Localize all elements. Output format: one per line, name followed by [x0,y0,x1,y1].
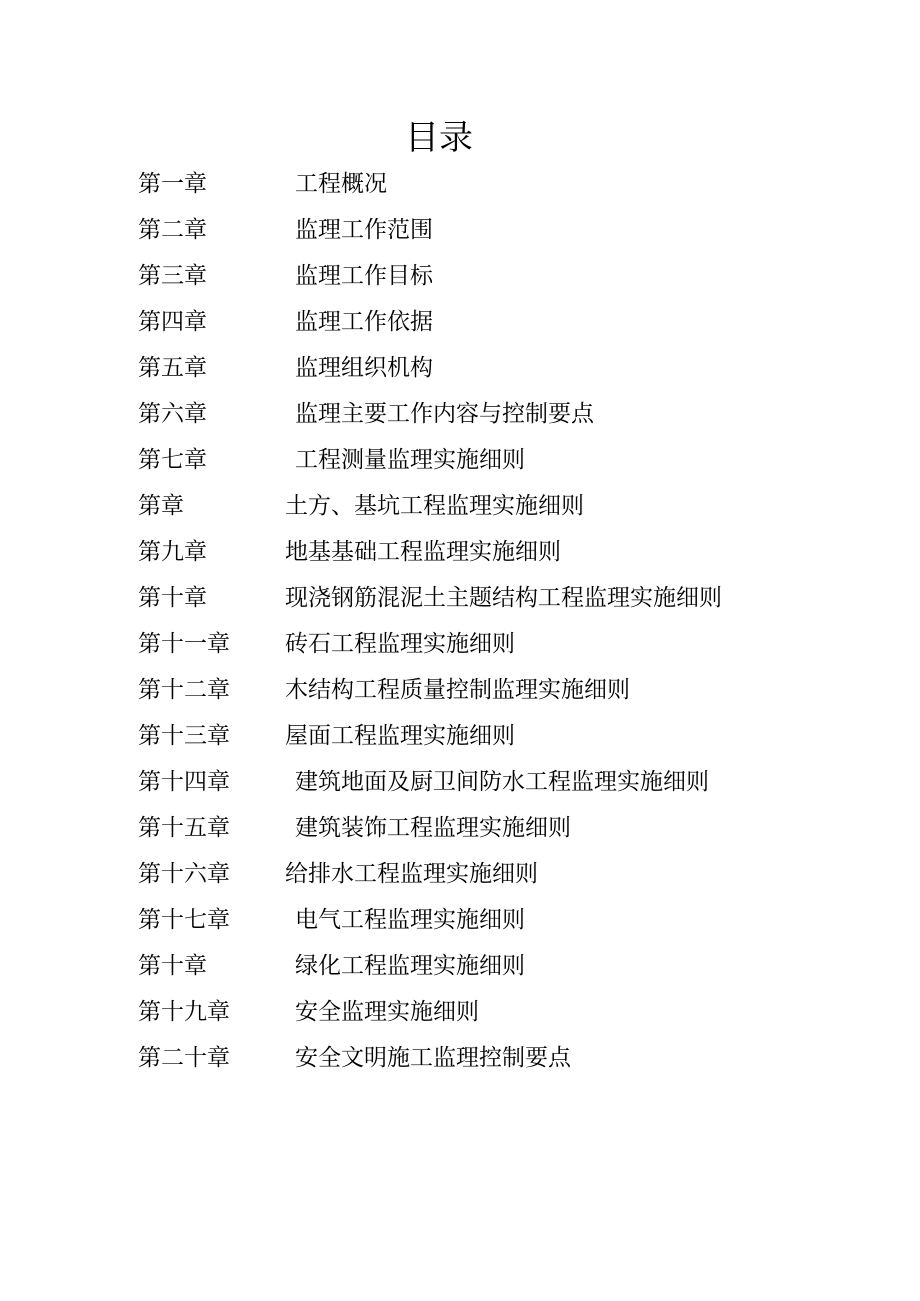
toc-chapter-number: 第六章 [138,401,207,427]
toc-entry [138,529,878,575]
toc-chapter-number: 第三章 [138,263,207,289]
toc-chapter-number: 第十一章 [138,631,230,657]
toc-chapter-title: 地基基础工程监理实施细则 [285,539,561,565]
toc-entry [138,207,878,253]
toc-entry [138,253,878,299]
toc-chapter-title: 监理主要工作内容与控制要点 [295,401,594,427]
toc-entry [138,1035,878,1081]
toc-chapter-number: 第十章 [138,953,207,979]
toc-chapter-number: 第四章 [138,309,207,335]
toc-chapter-number: 第十七章 [138,907,230,933]
toc-chapter-number: 第十六章 [138,861,230,887]
toc-entry [138,897,878,943]
toc-chapter-number: 第一章 [138,171,207,197]
toc-chapter-title: 监理工作目标 [295,263,433,289]
toc-entry [138,391,878,437]
toc-chapter-number: 第二十章 [138,1045,230,1071]
toc-chapter-title: 监理工作依据 [295,309,433,335]
toc-entry [138,575,878,621]
toc-chapter-title: 安全文明施工监理控制要点 [295,1045,571,1071]
toc-chapter-title: 屋面工程监理实施细则 [285,723,515,749]
toc-chapter-number: 第九章 [138,539,207,565]
toc-entry [138,437,878,483]
toc-entry [138,805,878,851]
toc-chapter-title: 电气工程监理实施细则 [295,907,525,933]
toc-entry [138,667,878,713]
toc-chapter-number: 第十二章 [138,677,230,703]
toc-title: 目录 [405,118,473,158]
toc-entry [138,299,878,345]
toc-entry [138,851,878,897]
toc-chapter-title: 工程概况 [295,171,387,197]
toc-chapter-number: 第二章 [138,217,207,243]
toc-entry [138,161,878,207]
toc-chapter-title: 砖石工程监理实施细则 [285,631,515,657]
toc-chapter-title: 现浇钢筋混泥土主题结构工程监理实施细则 [285,585,722,611]
toc-chapter-title: 监理工作范围 [295,217,433,243]
toc-entry [138,345,878,391]
toc-chapter-title: 建筑装饰工程监理实施细则 [295,815,571,841]
toc-chapter-title: 土方、基坑工程监理实施细则 [285,493,584,519]
toc-chapter-number: 第十三章 [138,723,230,749]
toc-entry [138,989,878,1035]
toc-chapter-number: 第十九章 [138,999,230,1025]
toc-list [138,161,878,1081]
toc-chapter-number: 第十章 [138,585,207,611]
toc-entry [138,713,878,759]
toc-chapter-title: 监理组织机构 [295,355,433,381]
toc-chapter-title: 木结构工程质量控制监理实施细则 [285,677,630,703]
toc-chapter-number: 第五章 [138,355,207,381]
toc-chapter-title: 工程测量监理实施细则 [295,447,525,473]
toc-chapter-number: 第十四章 [138,769,230,795]
toc-entry [138,621,878,667]
toc-chapter-number: 第七章 [138,447,207,473]
toc-entry [138,943,878,989]
toc-entry [138,483,878,529]
toc-entry [138,759,878,805]
toc-chapter-title: 绿化工程监理实施细则 [295,953,525,979]
toc-chapter-title: 建筑地面及厨卫间防水工程监理实施细则 [295,769,709,795]
toc-chapter-number: 第章 [138,493,184,519]
toc-chapter-title: 给排水工程监理实施细则 [285,861,538,887]
toc-chapter-title: 安全监理实施细则 [295,999,479,1025]
toc-chapter-number: 第十五章 [138,815,230,841]
